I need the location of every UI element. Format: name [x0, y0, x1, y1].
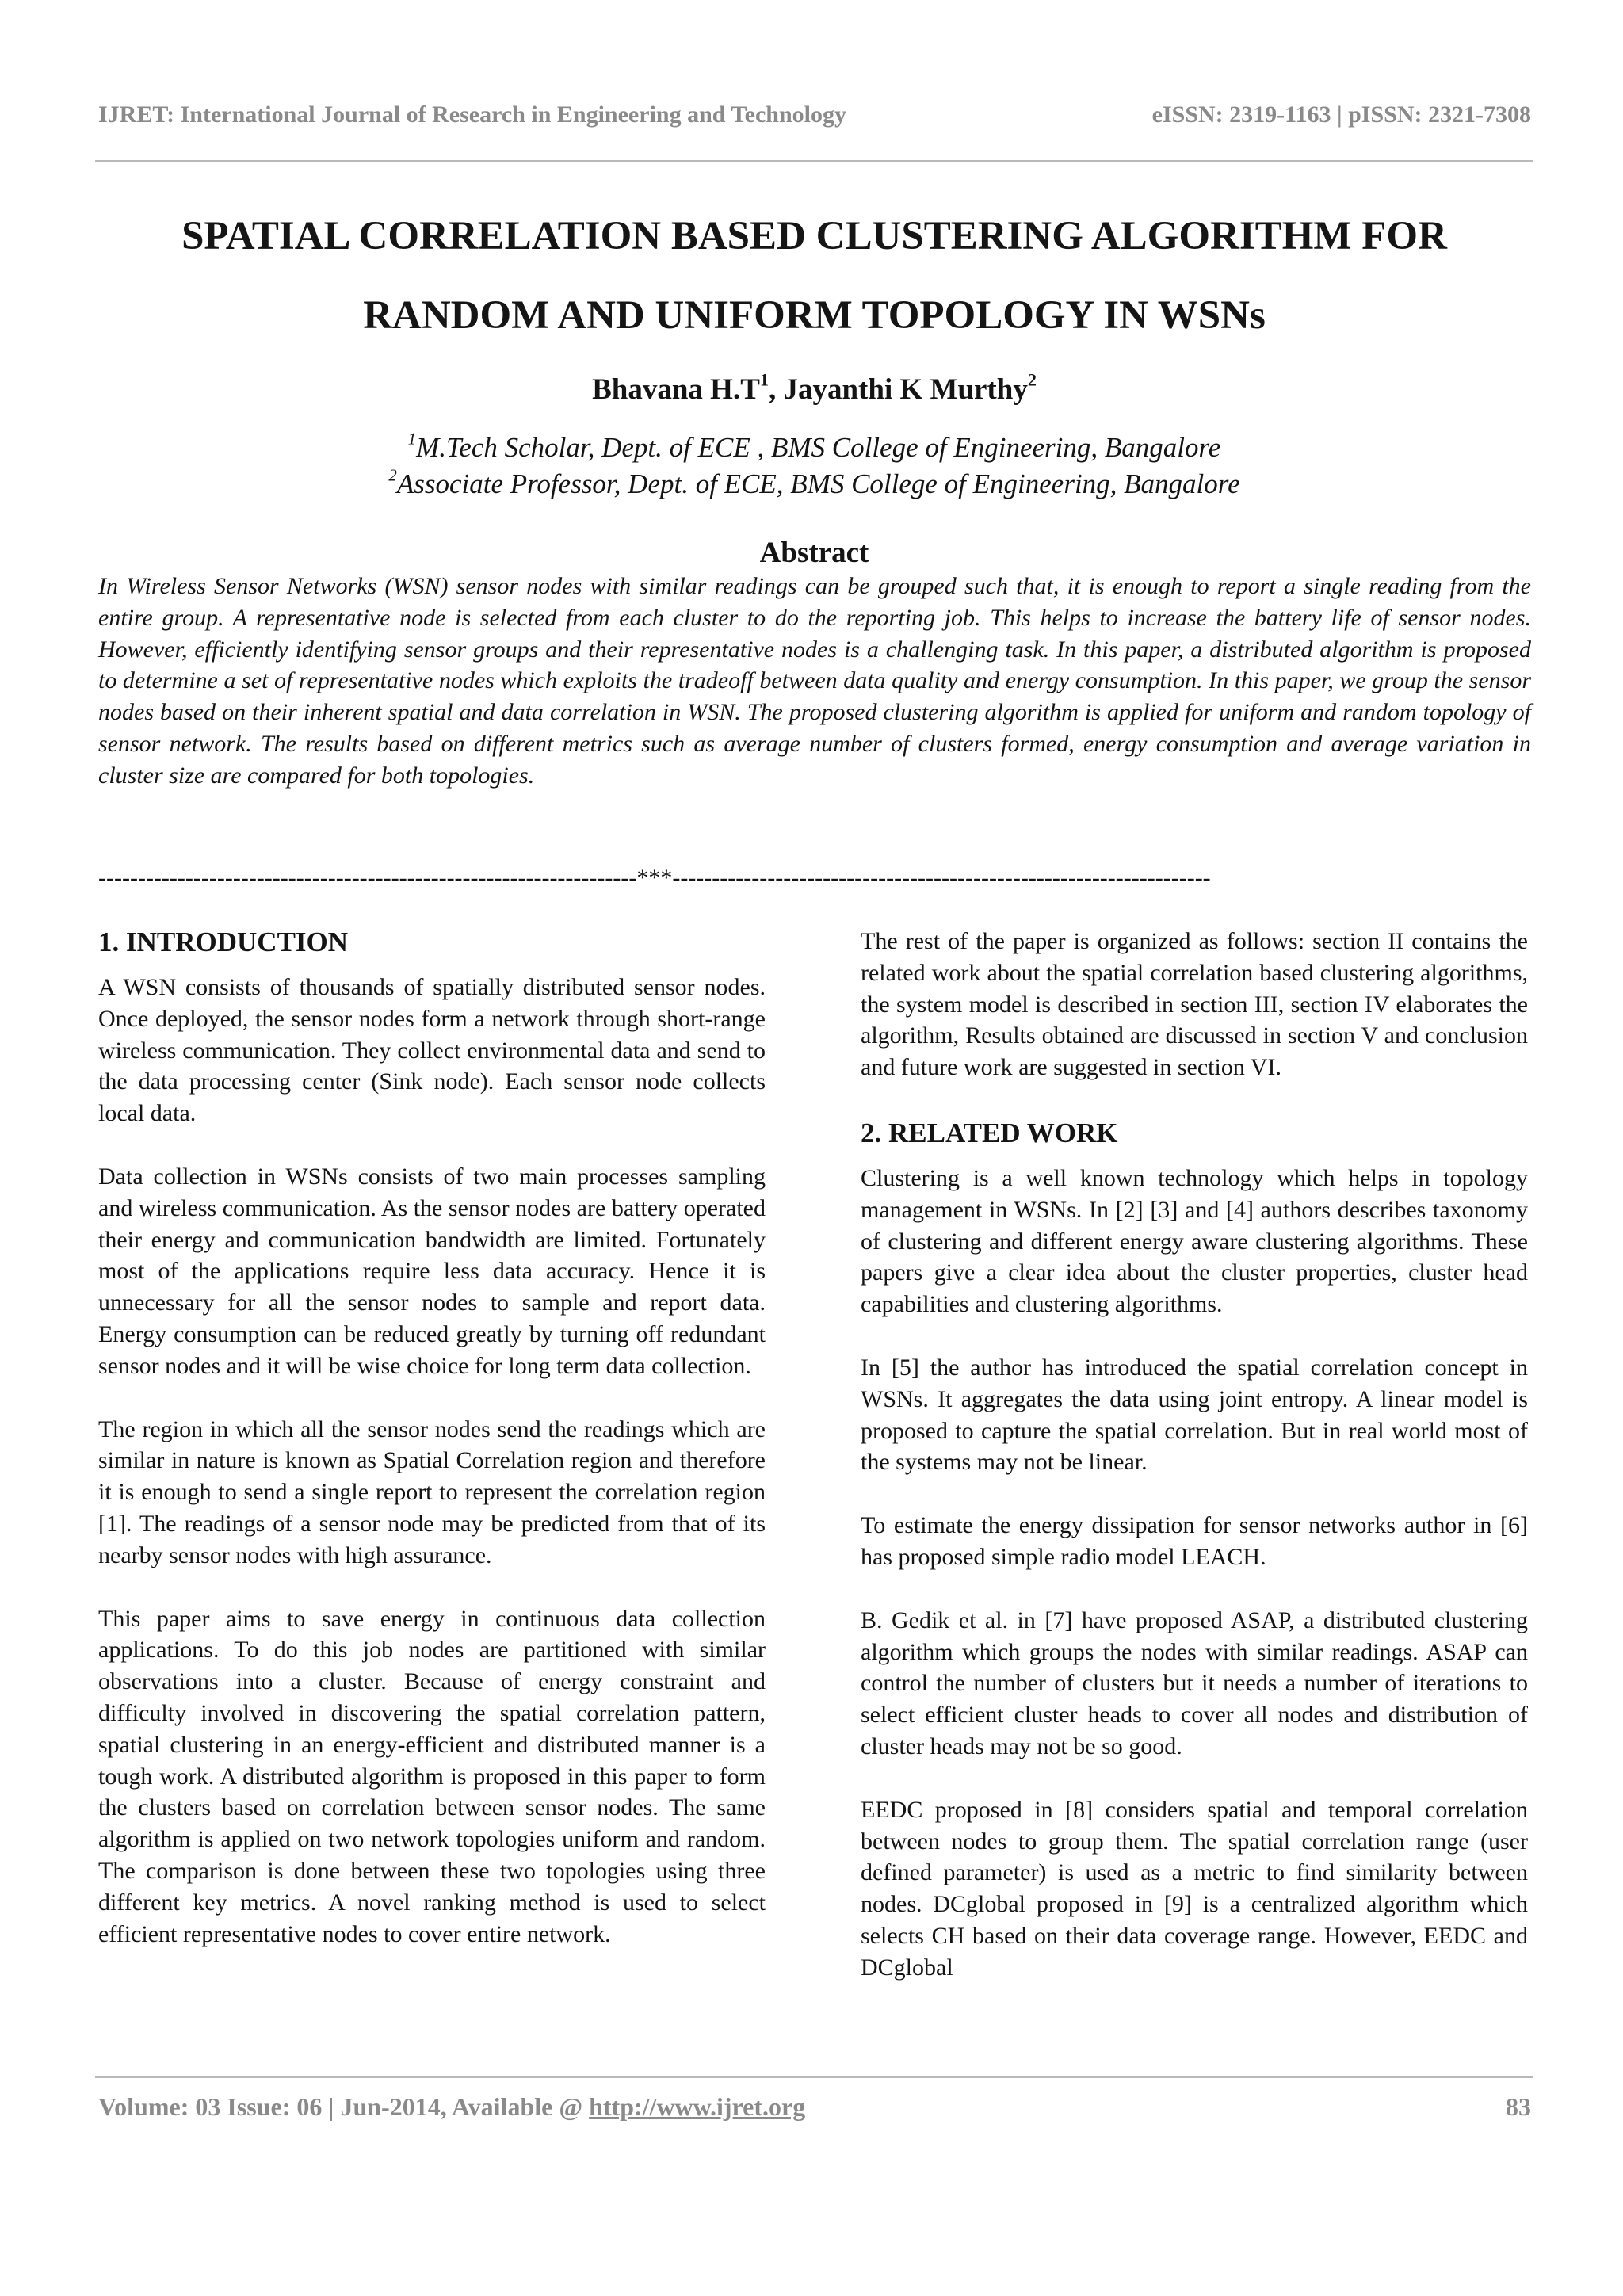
issn-info: eISSN: 2319-1163 | pISSN: 2321-7308 — [1151, 101, 1531, 128]
footer-rule — [95, 2076, 1533, 2078]
author-separator: , — [768, 373, 784, 406]
abstract-heading: Abstract — [759, 537, 869, 569]
section-separator: --------------------------------------------------------------------***-------------------------------------------------------------------- — [98, 865, 1211, 891]
affiliation-1-text: M.Tech Scholar, Dept. of ECE , BMS College of Engineering, Bangalore — [416, 432, 1221, 463]
introduction-paragraph-5: The rest of the paper is organized as follows: section II contains the related work about the spatial correlation based clustering algorithms, the system model is described in section III, section IV elaborates the algorithm, Results obtained are discussed in section V and conclusion and future work are suggested in section VI. — [861, 928, 1528, 1081]
volume-info — [98, 2092, 805, 2122]
author-1-mark: 1 — [759, 369, 769, 390]
running-header — [98, 101, 1531, 133]
page-number: 83 — [1506, 2092, 1531, 2121]
header-rule — [95, 160, 1533, 162]
left-column — [98, 926, 766, 1981]
introduction-paragraph-2: Data collection in WSNs consists of two main processes sampling and wireless communication. As the sensor nodes are battery operated their energy and communication bandwidth are limited. Fortunately most of the applications require less data accuracy. Hence it is unnecessary for all the sensor nodes to sample and report data. Energy consumption can be reduced greatly by turning off redundant sensor nodes and it will be wise choice for long term data collection. — [98, 1163, 766, 1379]
related-work-paragraph-3: To estimate the energy dissipation for sensor networks author in [6] has proposed simple radio model LEACH. — [861, 1512, 1528, 1570]
affiliation-2-mark: 2 — [388, 465, 397, 485]
title-line-2: RANDOM AND UNIFORM TOPOLOGY IN WSNs — [363, 293, 1266, 338]
abstract-text: In Wireless Sensor Networks (WSN) sensor nodes with similar readings can be grouped such that, it is enough to report a single reading from the entire group. A representative node is selected from each cluster to do the reporting job. This helps to increase the battery life of sensor nodes. However, efficiently identifying sensor groups and their representative nodes is a challenging task. In this paper, a distributed algorithm is proposed to determine a set of representative nodes which exploits the tradeoff between data quality and energy consumption. In this paper, we group the sensor nodes based on their inherent spatial and data correlation in WSN. The proposed clustering algorithm is applied for uniform and random topology of sensor network. The results based on different metrics such as average number of clusters formed, energy consumption and average variation in cluster size are compared for both topologies. — [98, 573, 1531, 789]
related-work-paragraph-1: Clustering is a well known technology which helps in topology management in WSNs. In [2] [3] and [4] authors describes taxonomy of clustering and different energy aware clustering algorithms. These papers give a clear idea about the cluster properties, cluster head capabilities and clustering algorithms. — [861, 1164, 1528, 1318]
related-work-paragraph-5: EEDC proposed in [8] considers spatial and temporal correlation between nodes to group them. The spatial correlation range (user defined parameter) is used as a metric to find similarity between nodes. DCglobal proposed in [9] is a centralized algorithm which selects CH based on their data coverage range. However, EEDC and DCglobal — [861, 1796, 1528, 1981]
affiliation-2 — [95, 465, 1533, 501]
paper-title — [95, 197, 1533, 355]
affiliation-2-text: Associate Professor, Dept. of ECE, BMS College of Engineering, Bangalore — [396, 468, 1240, 499]
title-line-1: SPATIAL CORRELATION BASED CLUSTERING ALGORITHM FOR — [181, 214, 1447, 258]
affiliation-1-mark: 1 — [407, 429, 417, 449]
affiliation-1 — [95, 431, 1533, 464]
author-list — [95, 369, 1533, 407]
introduction-paragraph-4: This paper aims to save energy in continuous data collection applications. To do this job nodes are partitioned with similar observations into a cluster. Because of energy constraint and difficulty involved in discovering the spatial correlation pattern, spatial clustering in an energy-efficient and distributed manner is a tough work. A distributed algorithm is proposed in this paper to form the clusters based on correlation between sensor nodes. The same algorithm is applied on two network topologies uniform and random. The comparison is done between these two topologies using three different key metrics. A novel ranking method is used to select efficient representative nodes to cover entire network. — [98, 1605, 766, 1947]
related-work-heading: 2. RELATED WORK — [861, 1117, 1118, 1148]
related-work-paragraph-4: B. Gedik et al. in [7] have proposed ASAP, a distributed clustering algorithm which groups the nodes with similar readings. ASAP can control the number of clusters but it needs a number of iterations to select efficient cluster heads to cover all nodes and distribution of cluster heads may not be so good. — [861, 1606, 1528, 1759]
introduction-paragraph-1: A WSN consists of thousands of spatially distributed sensor nodes. Once deployed, the sensor nodes form a network through short-range wireless communication. They collect environmental data and send to the data processing center (Sink node). Each sensor node collects local data. — [98, 974, 766, 1127]
running-footer — [98, 2092, 1531, 2124]
author-1: Bhavana H.T — [592, 373, 760, 406]
journal-website-link[interactable]: http://www.ijret.org — [589, 2092, 806, 2121]
journal-name: IJRET: International Journal of Research in Engineering and Technology — [98, 101, 847, 128]
volume-text: Volume: 03 Issue: 06 | Jun-2014, Available @ — [98, 2092, 590, 2121]
right-column — [861, 926, 1528, 2015]
related-work-paragraph-2: In [5] the author has introduced the spatial correlation concept in WSNs. It aggregates the data using joint entropy. A linear model is proposed to capture the spatial correlation. But in real world most of the systems may not be linear. — [861, 1354, 1528, 1476]
author-2: Jayanthi K Murthy — [783, 373, 1028, 406]
introduction-paragraph-3: The region in which all the sensor nodes send the readings which are similar in nature is known as Spatial Correlation region and therefore it is enough to send a single report to represent the correlation region [1]. The readings of a sensor node may be predicted from that of its nearby sensor nodes with high assurance. — [98, 1415, 766, 1568]
introduction-heading: 1. INTRODUCTION — [98, 926, 349, 957]
author-2-mark: 2 — [1027, 369, 1037, 390]
